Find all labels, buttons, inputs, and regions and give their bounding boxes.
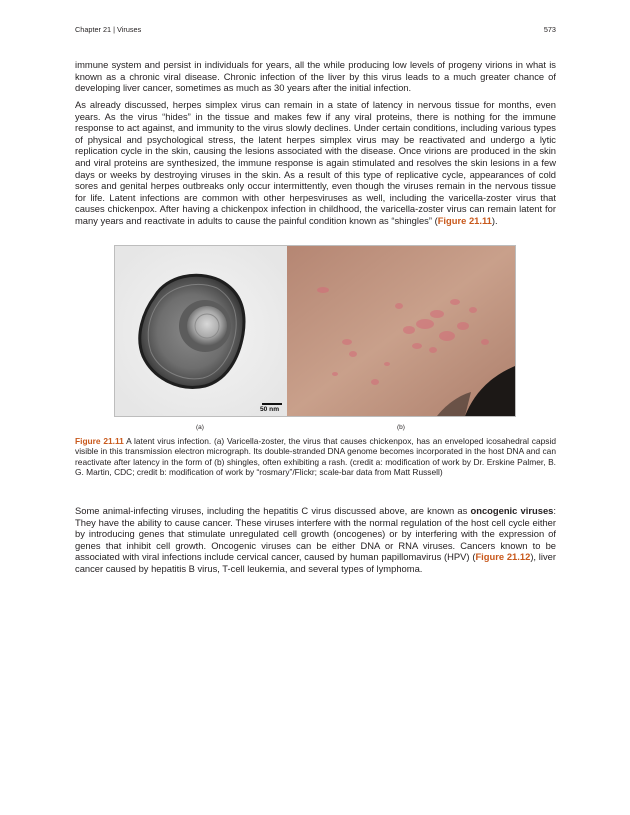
- paragraph-oncogenic-part2: : They have the ability to cause cancer. These viruses interfere with the normal regulation of the host cell cycle either by introducing genes that stimulate unregulated cell growth (oncogenes) or by interfering with the expression of genes that inhibit cell growth. Oncogenic viruses can be either DNA or RNA viruses. Cancers known to be associated with viral infections include cervical cancer, caused by human papillomavirus (HPV) (: [75, 505, 556, 563]
- caption-text: A latent virus infection. (a) Varicella-zoster, the virus that causes chickenpox, has an enveloped icosahedral capsid visible in this transmission electron micrograph. Its double-stranded DNA genome becomes incorporated in the host DNA and can reactivate after latency in the form of (b) shingles, often exhibiting a rash. (credit a: modification of work by Dr. Erskine Palmer, B. G. Martin, CDC; credit b: modification of work by “rosmary”/Flickr; scale-bar data from Matt Russell): [75, 436, 556, 477]
- figure-21-11: [114, 245, 516, 417]
- figure-caption: [75, 436, 556, 477]
- paragraph-latency-end: ).: [491, 214, 498, 226]
- scale-bar: [262, 403, 282, 405]
- caption-figure-number: Figure 21.11: [75, 436, 124, 446]
- page-header: [75, 25, 556, 37]
- paragraph-latency-text: As already discussed, herpes simplex virus can remain in a state of latency in nervous tissue for months, even years. As the virus “hides” in the tissue and makes few if any viral proteins, there is nothing for the immune response to act against, and immunity to the virus slowly declines. Under certain conditions, including various types of physical and psychological stress, the latent herpes simplex virus may be reactivated and undergo a lytic replication cycle in the skin, causing the lesions associated with the disease. Once virions are produced in the skin and viral proteins are synthesized, the immune response is again stimulated and resolves the skin lesions in a few days or weeks by destroying viruses in the skin. As a result of this type of replicative cycle, appearances of cold sores and genital herpes outbreaks only occur intermittently, even though the viruses remain in the nervous tissue for life. Latent infections are common with other herpesviruses as well, including the varicella-zoster virus that causes chickenpox. After having a chickenpox infection in childhood, the varicella-zoster virus can remain latent for many years and reactivate in adults to cause the painful condition known as “shingles” (: [75, 99, 556, 226]
- figure-label-a: (a): [196, 424, 204, 431]
- figure-label-b: (b): [397, 424, 405, 431]
- figure-21-12-link[interactable]: Figure 21.12: [475, 551, 531, 563]
- virus-micrograph-image: [115, 246, 287, 416]
- paragraph-oncogenic-part1: Some animal-infecting viruses, including the hepatitis C virus discussed above, are known as: [75, 505, 471, 516]
- paragraph-chronic-infection: immune system and persist in individuals for years, all the while producing low levels of progeny virions in what is known as a chronic viral disease. Chronic infection of the liver by this virus leads to a much greater chance of developing liver cancer, sometimes as much as 30 years after the initial infection.: [75, 59, 556, 94]
- page-number: 573: [543, 25, 556, 34]
- shingles-rash-photo: [287, 246, 515, 416]
- paragraph-oncogenic-part3: ), liver cancer caused by hepatitis B virus, T-cell leukemia, and several types of lymphoma.: [75, 551, 556, 574]
- figure-21-11-link[interactable]: Figure 21.11: [437, 214, 492, 226]
- paragraph-oncogenic: [75, 505, 556, 575]
- scale-bar-label: 50 nm: [260, 406, 280, 413]
- term-oncogenic-viruses: oncogenic viruses: [470, 505, 554, 516]
- chapter-title: Chapter 21 | Viruses: [75, 25, 142, 34]
- paragraph-latency: [75, 99, 556, 227]
